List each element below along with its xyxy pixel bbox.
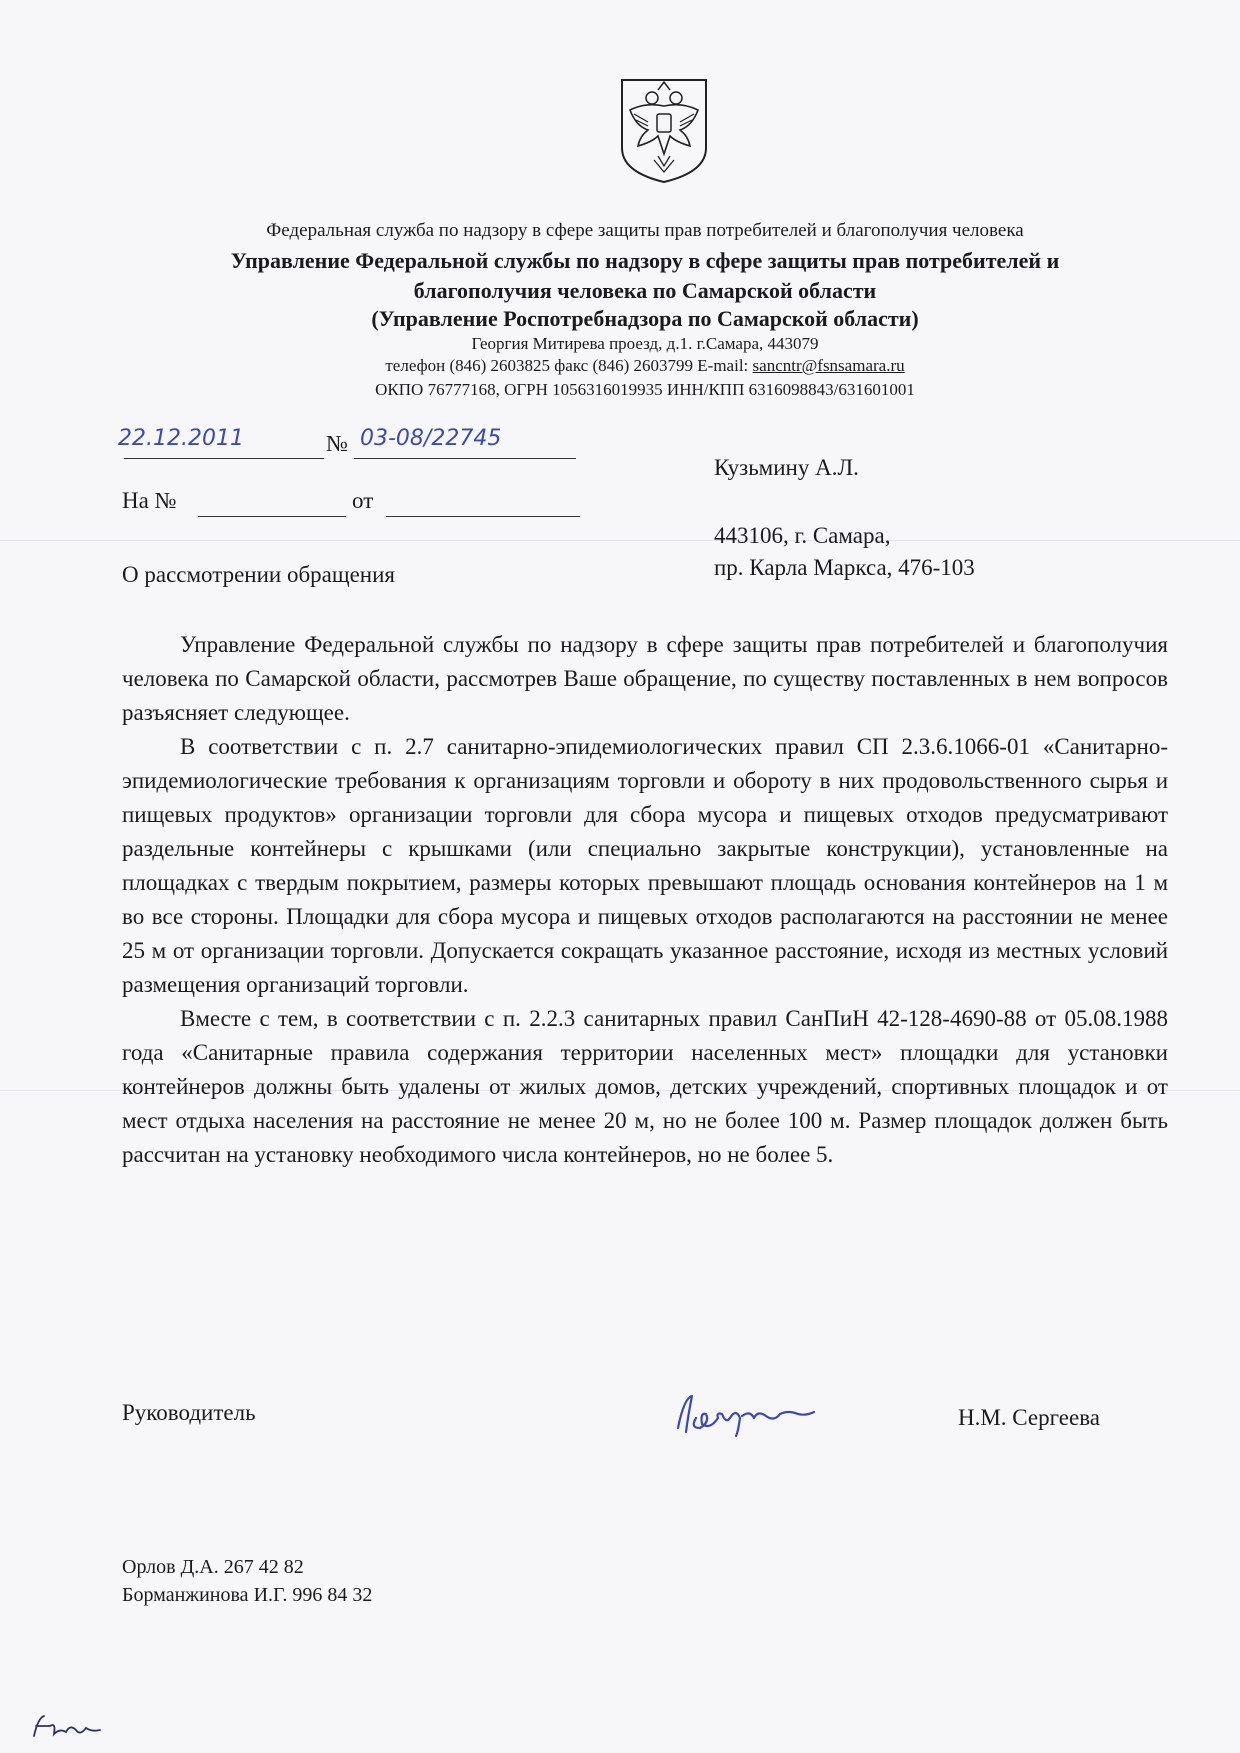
executor-contact: Орлов Д.А. 267 42 82 [122, 1556, 304, 1578]
signatory-role: Руководитель [122, 1400, 256, 1425]
handwritten-signature-icon [670, 1388, 820, 1438]
paper-fold-line [0, 540, 1240, 541]
letterhead-phone-fax: телефон (846) 2603825 факс (846) 2603799 E-mail: [385, 356, 753, 375]
reference-date-label: от [352, 488, 374, 513]
letterhead-department-short: (Управление Роспотребнадзора по Самарской области) [371, 306, 919, 331]
letterhead-email-link[interactable]: sancntr@fsnsamara.ru [752, 356, 905, 375]
registration-number-underline [354, 458, 576, 459]
body-paragraph: Вместе с тем, в соответствии с п. 2.2.3 санитарных правил СанПиН 42-128-4690-88 от 05.08.1988 года «Санитарные правила содержания территории населенных мест» площадки для установки контейнеров должны быть удалены от жилых домов, детских учреждений, спортивных площадок и от мест отдыха населения на расстояние не менее 20 м, но не более 100 м. Размер площадок должен быть рассчитан на установку необходимого числа контейнеров, но не более 5. [122, 1006, 1168, 1167]
recipient-name: Кузьмину А.Л. [714, 455, 859, 480]
signatory-name: Н.М. Сергеева [958, 1405, 1100, 1430]
registration-date: 22.12.2011 [118, 426, 244, 451]
letterhead-address: Георгия Митирева проезд, д.1. г.Самара, 443079 [471, 334, 819, 353]
letterhead-agency: Федеральная служба по надзору в сфере защиты прав потребителей и благополучия человека [266, 220, 1024, 241]
letterhead-department-line1: Управление Федеральной службы по надзору в сфере защиты прав потребителей и [230, 248, 1060, 273]
letterhead-registration-codes: ОКПО 76777168, ОГРН 1056316019935 ИНН/КПП 6316098843/631601001 [375, 380, 915, 399]
reference-number-blank [198, 516, 346, 517]
letterhead-department [120, 246, 1170, 306]
letter-body [122, 628, 1168, 1172]
margin-handwritten-mark-icon [30, 1710, 110, 1744]
russian-coat-of-arms-icon [618, 76, 710, 186]
letterhead-department-line2: благополучия человека по Самарской области [413, 278, 877, 303]
registration-number: 03-08/22745 [360, 426, 502, 451]
body-paragraph: В соответствии с п. 2.7 санитарно-эпидемиологических правил СП 2.3.6.1066-01 «Санитарно-эпидемиологические требования к организациям торговли и обороту в них продовольственного сырья и пищевых продуктов» организации торговли для сбора мусора и пищевых отходов предусматривают раздельные контейнеры с крышками (или специально закрытые конструкции), установленные на площадках с твердым покрытием, размеры которых превышают площадь основания контейнеров на 1 м во все стороны. Площадки для сбора мусора и пищевых отходов располагаются на расстоянии не менее 25 м от организации торговли. Допускается сокращать указанное расстояние, исходя из местных условий размещения организаций торговли. [122, 734, 1168, 997]
reference-date-blank [386, 516, 580, 517]
letterhead-contacts [120, 356, 1170, 376]
body-paragraph: Управление Федеральной службы по надзору в сфере защиты прав потребителей и благополучия человека по Самарской области, рассмотрев Ваше обращение, по существу поставленных в нем вопросов разъясняет следующее. [122, 632, 1168, 725]
executor-contact: Борманжинова И.Г. 996 84 32 [122, 1584, 373, 1606]
letter-subject: О рассмотрении обращения [122, 562, 395, 587]
recipient-city: 443106, г. Самара, [714, 523, 891, 548]
reference-number-label: На № [122, 488, 177, 513]
recipient-street: пр. Карла Маркса, 476-103 [714, 555, 975, 580]
registration-number-label: № [326, 431, 348, 456]
registration-date-underline [124, 458, 324, 459]
